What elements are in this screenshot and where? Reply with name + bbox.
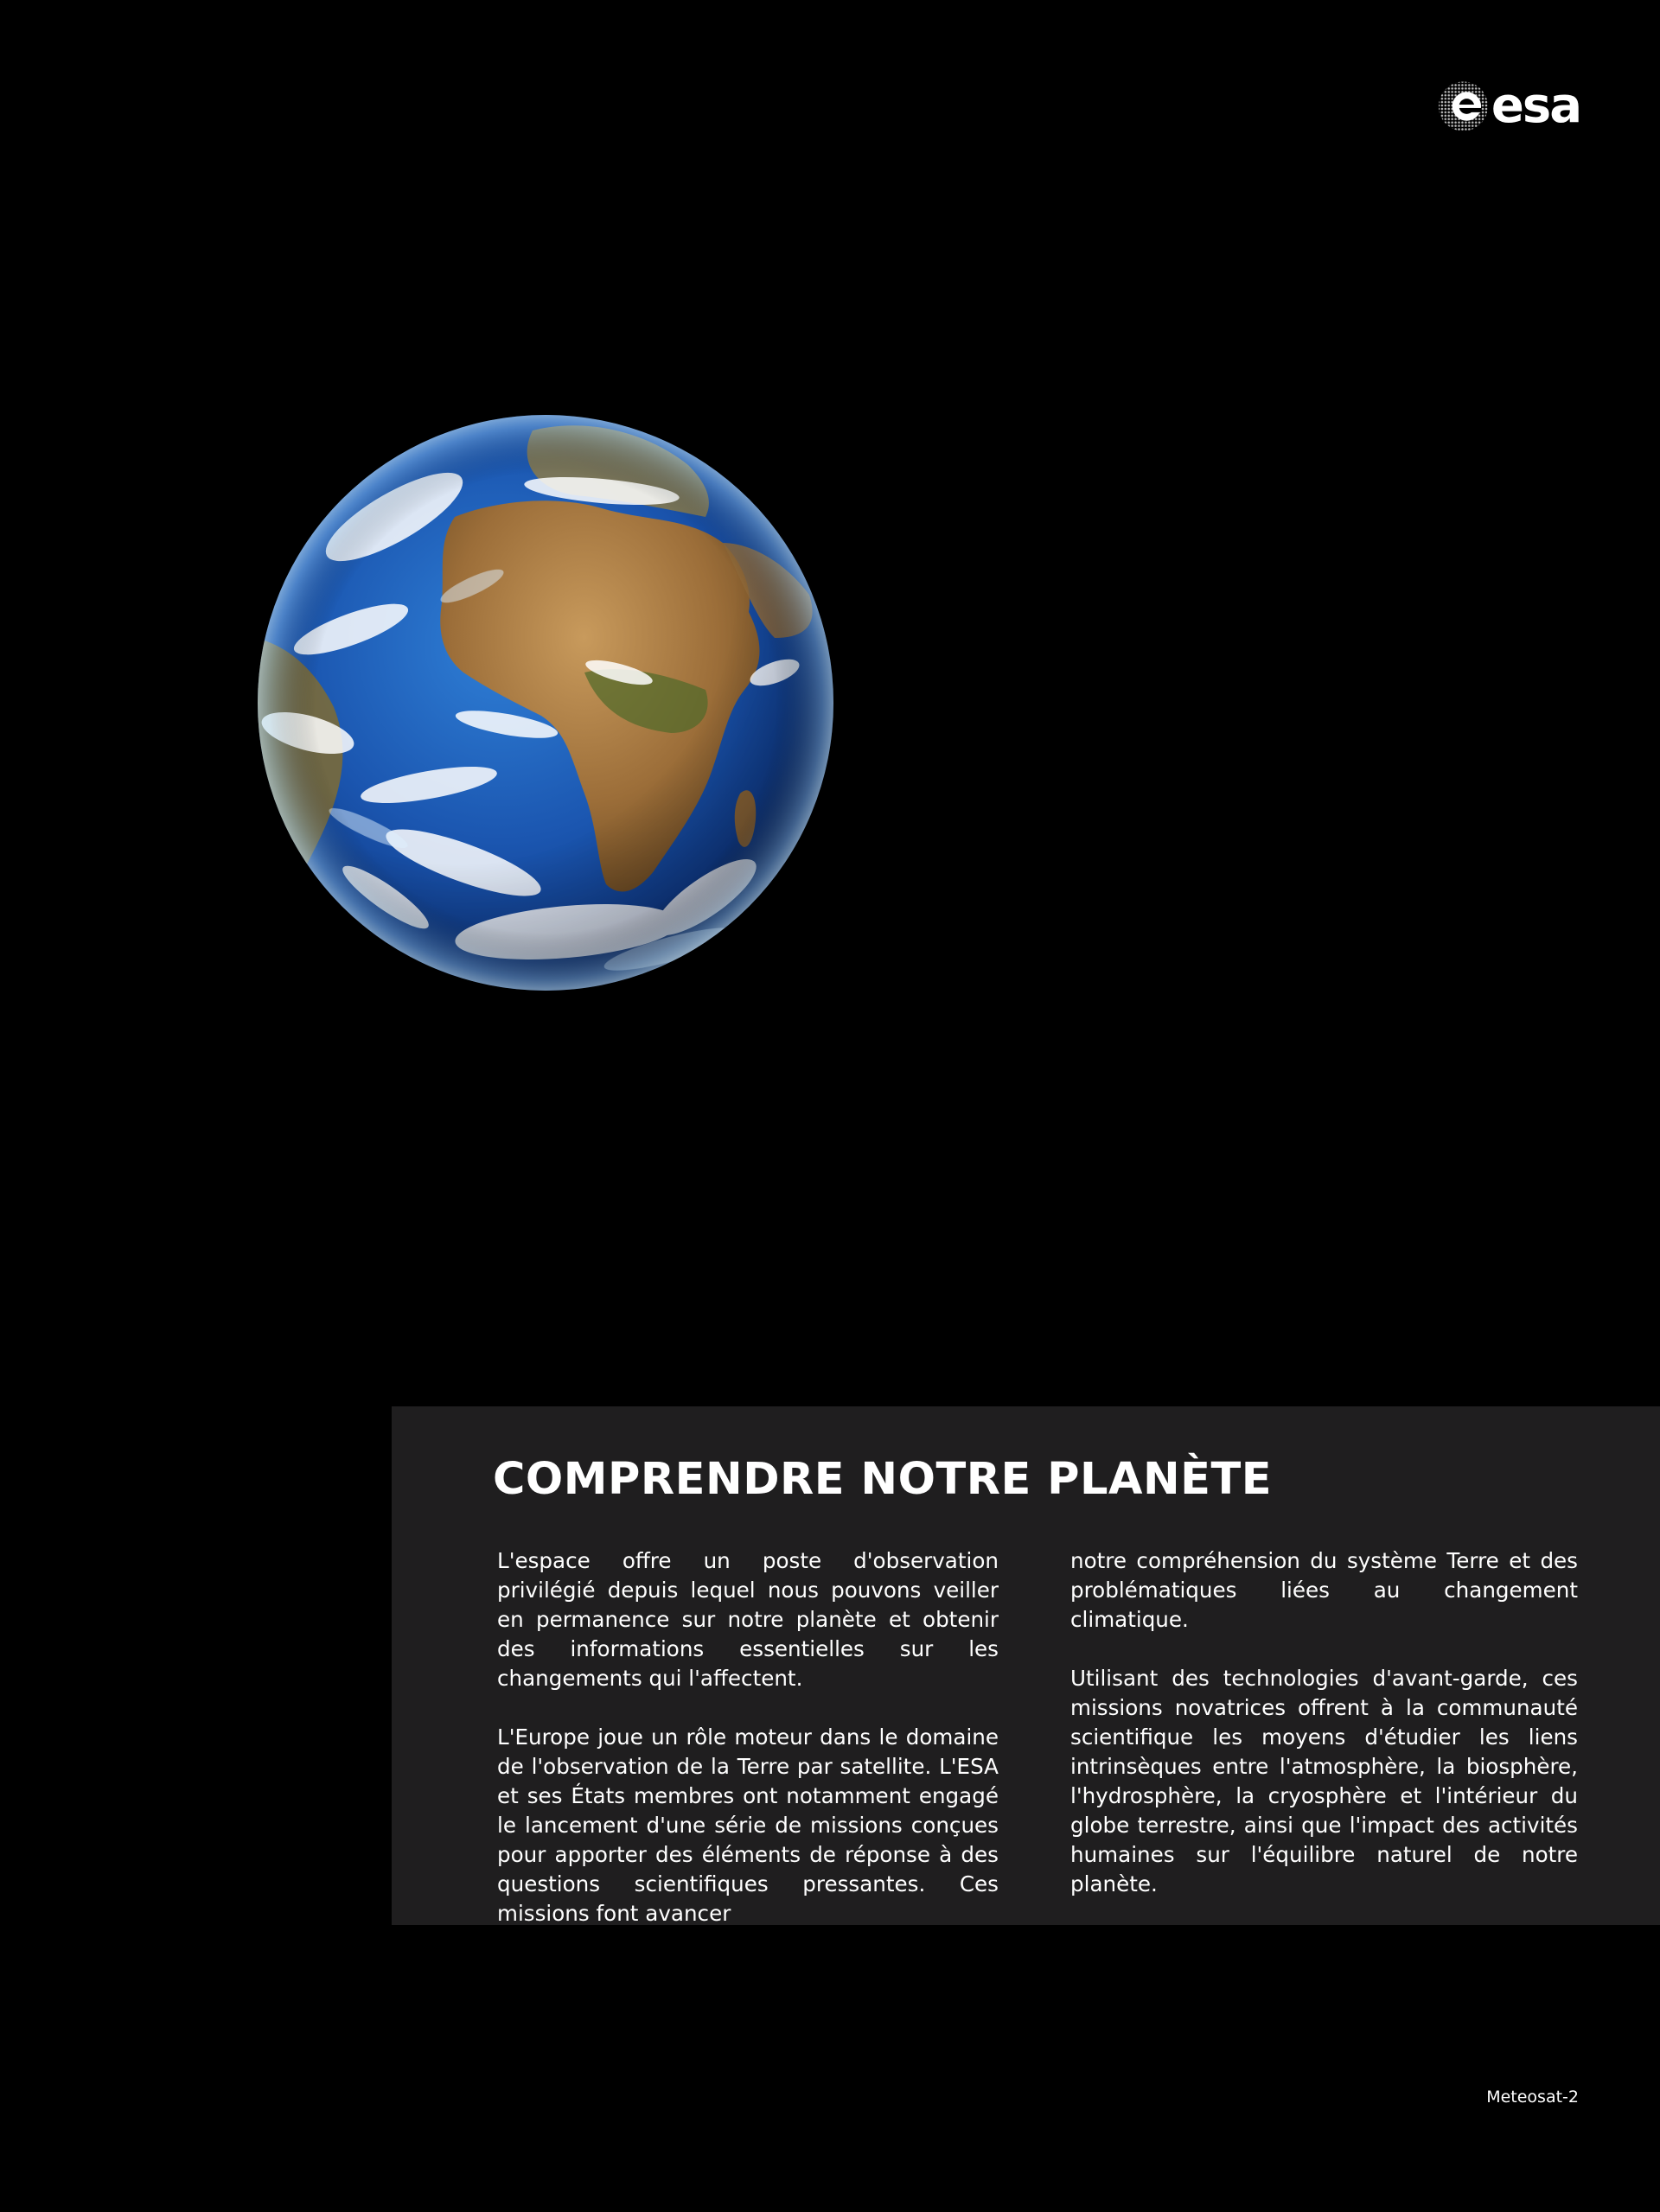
esa-logo-icon	[1437, 80, 1490, 133]
esa-logo-text: esa	[1491, 78, 1580, 134]
right-column	[1070, 1546, 1578, 1928]
paragraph: L'espace offre un poste d'observation privilégié depuis lequel nous pouvons veiller en permanence sur notre planète et obtenir des informations essentielles sur les changements qui l'affectent.	[497, 1548, 999, 1691]
article-title: COMPRENDRE NOTRE PLANÈTE	[493, 1454, 1273, 1505]
esa-logo	[1437, 78, 1580, 135]
paragraph: L'Europe joue un rôle moteur dans le domaine de l'observation de la Terre par satellite. L'ESA et ses États membres ont notamment engagé le lancement d'une série de missions conçues pour apporter des éléments de réponse à des questions scientifiques pressantes. Ces missions font avancer	[497, 1724, 999, 1926]
image-caption: Meteosat-2	[1486, 2088, 1579, 2107]
paragraph: Utilisant des technologies d'avant-garde, ces missions novatrices offrent à la communauté scientifique les moyens d'étudier les liens intrinsèques entre l'atmosphère, la biosphère, l'hydrosphère, la cryosphère et l'intérieur du globe terrestre, ainsi que l'impact des activités humaines sur l'équilibre naturel de notre planète.	[1070, 1666, 1578, 1896]
left-column	[497, 1546, 999, 1958]
earth-globe-image	[256, 413, 835, 992]
paragraph: notre compréhension du système Terre et des problématiques liées au changement climatique.	[1070, 1548, 1578, 1632]
